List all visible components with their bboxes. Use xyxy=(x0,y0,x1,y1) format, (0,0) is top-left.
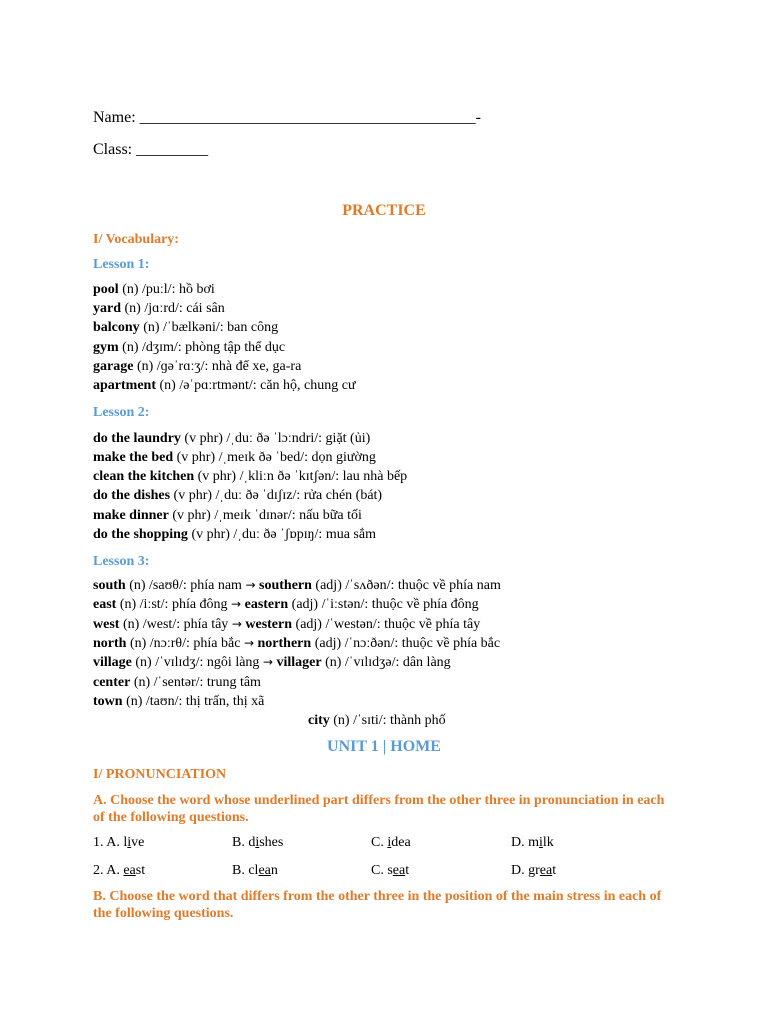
arrow-right-icon: → xyxy=(231,617,242,631)
section-a-instructions: A. Choose the word whose underlined part differs from the other three in pronunciation in each of the following questions. xyxy=(93,793,665,825)
vocab-item xyxy=(93,507,362,524)
vocab-definition: (v phr) /ˌmeɪk ðə ˈbed/: dọn giường xyxy=(173,450,376,465)
vocab-derived-word: northern xyxy=(257,636,312,651)
vocab-word: east xyxy=(93,597,117,612)
vocab-word: center xyxy=(93,675,131,690)
vocab-definition: (v phr) /ˌkliːn ðə ˈkɪtʃən/: lau nhà bếp xyxy=(194,469,408,484)
vocab-derived-word: eastern xyxy=(244,597,289,612)
vocab-word: apartment xyxy=(93,378,156,393)
vocab-word: yard xyxy=(93,301,121,316)
vocab-word: garage xyxy=(93,359,134,374)
q2-option-a: 2. A. east xyxy=(93,863,146,878)
vocab-definition: (v phr) /ˌduː ðə ˈlɔːndri/: giặt (ủi) xyxy=(180,431,371,446)
vocab-word: do the shopping xyxy=(93,527,188,542)
vocab-definition: (n) /puːl/: hồ bơi xyxy=(118,282,215,297)
vocab-item xyxy=(308,712,446,729)
vocab-word: clean the kitchen xyxy=(93,469,195,484)
vocab-word: west xyxy=(93,617,120,632)
name-line xyxy=(93,109,481,126)
vocab-word: town xyxy=(93,694,123,709)
underlined-part: i xyxy=(539,835,543,850)
vocab-word: do the laundry xyxy=(93,431,181,446)
section-b-instructions: B. Choose the word that differs from the other three in the position of the main stress in each of the following questions. xyxy=(93,889,662,921)
underlined-part: i xyxy=(387,835,392,850)
unit-title: UNIT 1 | HOME xyxy=(327,738,441,755)
class-line xyxy=(93,141,208,158)
vocab-item xyxy=(93,526,376,543)
q1-option-a: 1. A. live xyxy=(93,835,145,850)
vocab-word: village xyxy=(93,655,132,670)
q2-option-b: B. clean xyxy=(232,863,278,878)
vocab-definition: (n) /dʒɪm/: phòng tập thể dục xyxy=(118,340,286,355)
underlined-part: ea xyxy=(392,863,406,878)
vocab-definition: (n) /saʊθ/: phía nam xyxy=(125,578,246,593)
arrow-right-icon: → xyxy=(262,655,273,669)
vocab-item xyxy=(93,487,382,504)
vocabulary-heading: I/ Vocabulary: xyxy=(93,232,179,247)
vocab-item xyxy=(93,430,370,447)
vocab-word: make dinner xyxy=(93,508,169,523)
arrow-right-icon: → xyxy=(245,578,256,592)
underlined-part: i xyxy=(255,835,260,850)
vocab-item xyxy=(93,300,225,317)
vocab-pair xyxy=(93,577,501,594)
name-blank: __________________________________________- xyxy=(139,109,481,126)
underlined-part: ea xyxy=(258,863,271,878)
class-blank: _________ xyxy=(136,141,209,158)
pronunciation-heading: I/ PRONUNCIATION xyxy=(93,767,227,782)
vocab-item xyxy=(93,693,264,710)
q2-option-d: D. great xyxy=(511,863,557,878)
vocab-definition: (n) /west/: phía tây xyxy=(119,617,232,632)
vocab-derived-word: southern xyxy=(259,578,312,593)
vocab-definition: (n) /əˈpɑːrtmənt/: căn hộ, chung cư xyxy=(156,378,356,393)
vocab-derived-word: villager xyxy=(276,655,322,670)
lesson1-heading: Lesson 1: xyxy=(93,257,150,272)
vocab-pair xyxy=(93,596,479,613)
vocab-word: pool xyxy=(93,282,119,297)
vocab-definition: (n) /ˈbælkəni/: ban công xyxy=(139,320,279,335)
q1-option-c: C. idea xyxy=(371,835,411,850)
vocab-pair xyxy=(93,616,480,633)
underlined-part: i xyxy=(127,835,132,850)
vocab-item xyxy=(93,468,407,485)
vocab-definition: (n) /ɡəˈrɑːʒ/: nhà để xe, ga-ra xyxy=(133,359,302,374)
vocab-definition: (n) /ˈvɪlɪdʒə/: dân làng xyxy=(321,655,451,670)
vocab-item xyxy=(93,319,278,336)
vocab-definition: (v phr) /ˌduː ðə ˈʃɒpɪŋ/: mua sắm xyxy=(187,527,376,542)
vocab-word: make the bed xyxy=(93,450,174,465)
arrow-right-icon: → xyxy=(243,636,255,650)
vocab-item xyxy=(93,281,215,298)
vocab-item xyxy=(93,449,376,466)
vocab-pair xyxy=(93,654,451,671)
practice-title: PRACTICE xyxy=(342,202,426,219)
vocab-word: gym xyxy=(93,340,119,355)
vocab-definition: (n) /jɑːrd/: cái sân xyxy=(121,301,225,316)
name-label: Name: xyxy=(93,109,140,126)
vocab-definition: (n) /iːst/: phía đông xyxy=(116,597,232,612)
arrow-right-icon: → xyxy=(231,597,242,611)
vocab-definition: (adj) /ˈsʌðən/: thuộc về phía nam xyxy=(311,578,501,593)
underlined-part: ea xyxy=(539,863,553,878)
vocab-definition: (adj) /ˈwestən/: thuộc về phía tây xyxy=(292,617,481,632)
vocab-item xyxy=(93,674,261,691)
vocab-pair xyxy=(93,635,500,652)
underlined-part: ea xyxy=(123,863,136,878)
vocab-word: city xyxy=(308,713,330,728)
q1-option-b: B. dishes xyxy=(232,835,284,850)
vocab-definition: (adj) /ˈiːstən/: thuộc về phía đông xyxy=(288,597,479,612)
vocab-item xyxy=(93,339,285,356)
vocab-word: do the dishes xyxy=(93,488,171,503)
vocab-definition: (n) /taʊn/: thị trấn, thị xã xyxy=(122,694,265,709)
vocab-definition: (n) /nɔːrθ/: phía bắc xyxy=(126,636,244,651)
vocab-derived-word: western xyxy=(245,617,293,632)
vocab-item xyxy=(93,358,301,375)
vocab-item xyxy=(93,377,356,394)
lesson2-heading: Lesson 2: xyxy=(93,405,150,420)
vocab-definition: (adj) /ˈnɔːðən/: thuộc về phía bắc xyxy=(311,636,501,651)
vocab-definition: (v phr) /ˌmeɪk ˈdɪnər/: nấu bữa tối xyxy=(168,508,362,523)
vocab-definition: (n) /ˈsentər/: trung tâm xyxy=(130,675,261,690)
class-label: Class: xyxy=(93,141,137,158)
lesson3-heading: Lesson 3: xyxy=(93,554,150,569)
q2-option-c: C. seat xyxy=(371,863,410,878)
vocab-definition: (n) /ˈvɪlɪdʒ/: ngôi làng xyxy=(131,655,263,670)
vocab-definition: (v phr) /ˌduː ðə ˈdɪʃɪz/: rửa chén (bát) xyxy=(170,488,383,503)
vocab-word: south xyxy=(93,578,126,593)
vocab-definition: (n) /ˈsɪti/: thành phố xyxy=(329,713,446,728)
vocab-word: north xyxy=(93,636,127,651)
q1-option-d: D. milk xyxy=(511,835,554,850)
vocab-word: balcony xyxy=(93,320,140,335)
